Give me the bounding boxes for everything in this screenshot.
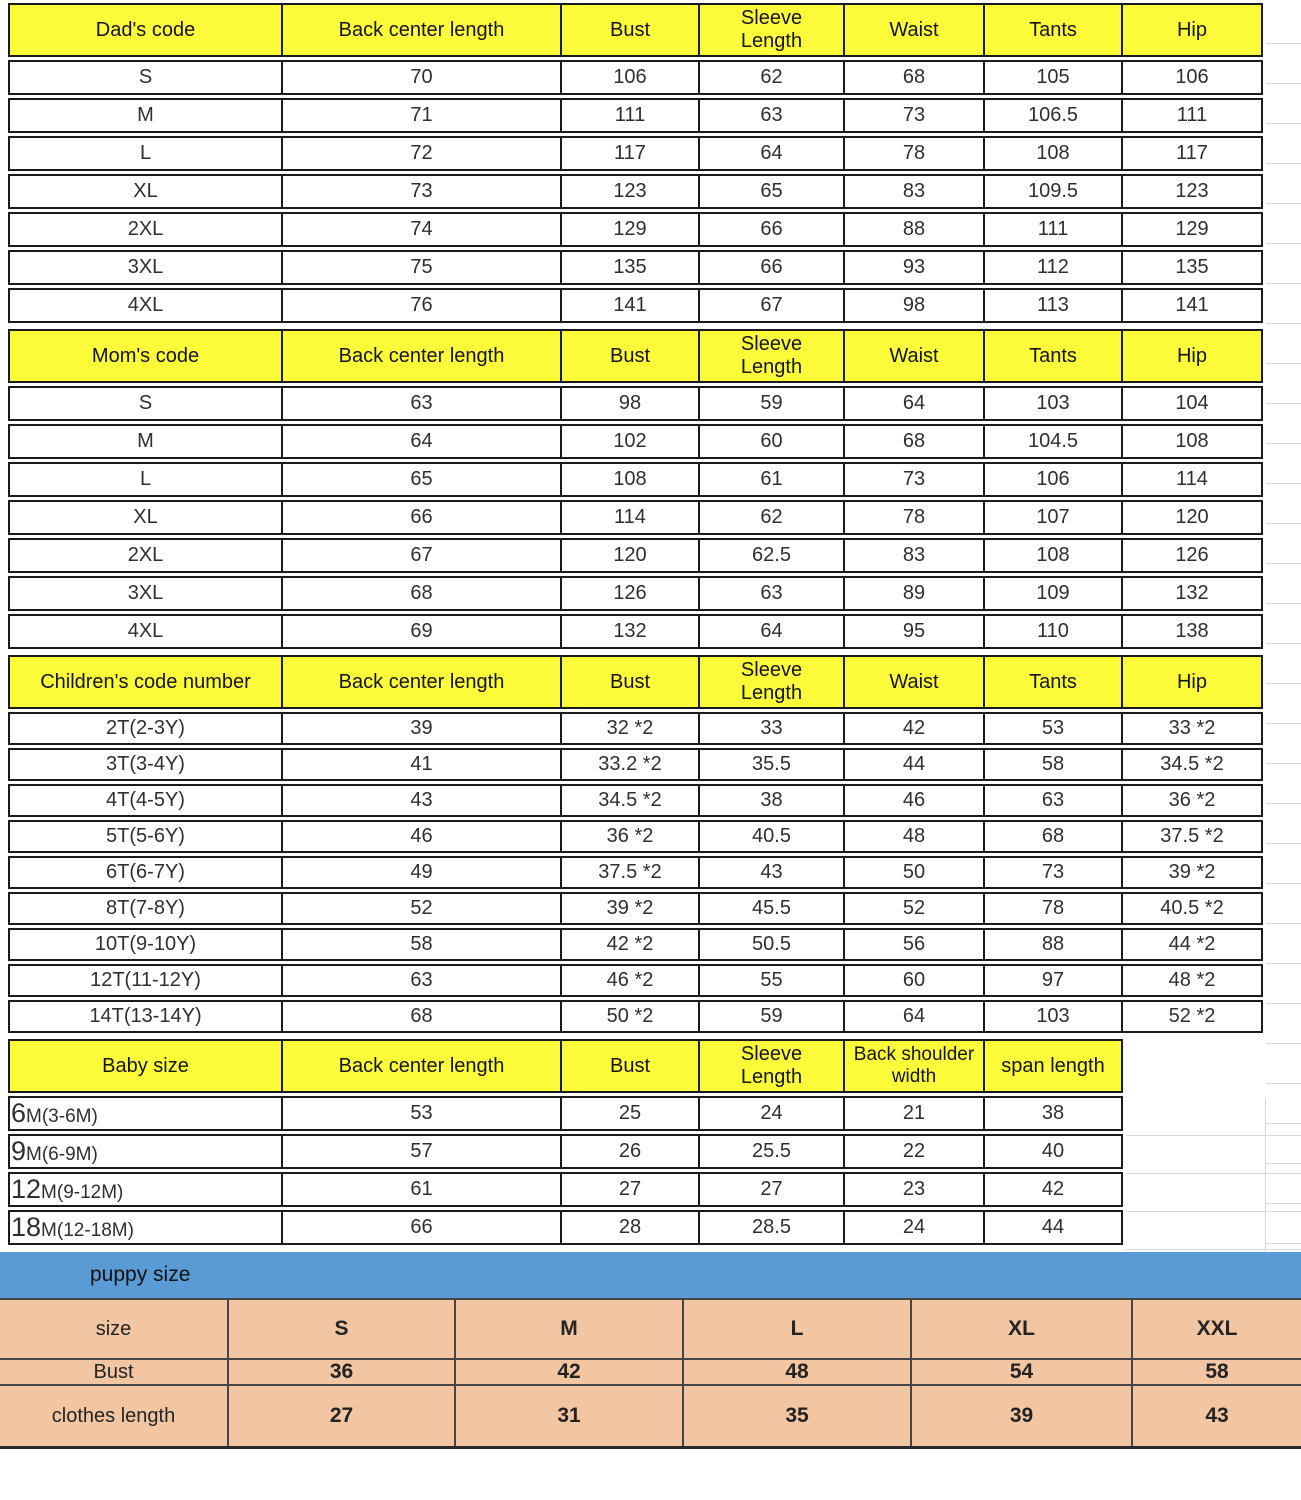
value-cell: 35.5	[700, 748, 845, 781]
value-cell: 71	[283, 98, 562, 133]
column-header: Hip	[1123, 655, 1263, 709]
value-cell: 132	[562, 614, 700, 649]
table-row	[8, 928, 1263, 961]
row-label-cell: XL	[8, 500, 283, 535]
value-cell: 38	[700, 784, 845, 817]
value-cell: 123	[1123, 174, 1263, 209]
row-label-cell: size	[0, 1299, 228, 1359]
row-label-cell: 10T(9-10Y)	[8, 928, 283, 961]
table-row	[8, 60, 1263, 95]
value-cell: 45.5	[700, 892, 845, 925]
row-label-cell: 6M(3-6M)	[8, 1096, 283, 1131]
table-row	[8, 820, 1263, 853]
value-cell: 67	[283, 538, 562, 573]
value-cell: 112	[985, 250, 1123, 285]
value-cell: 123	[562, 174, 700, 209]
column-header: Back center length	[283, 1039, 562, 1093]
value-cell: 42	[985, 1172, 1123, 1207]
value-cell: 70	[283, 60, 562, 95]
row-label-cell: 2XL	[8, 212, 283, 247]
table-row	[8, 856, 1263, 889]
table-row	[8, 1172, 1123, 1207]
value-cell: 64	[700, 614, 845, 649]
column-header: Back center length	[283, 655, 562, 709]
value-cell: 114	[562, 500, 700, 535]
puppy-size-table	[0, 1298, 1301, 1449]
row-label-cell: 2T(2-3Y)	[8, 712, 283, 745]
value-cell: 28	[562, 1210, 700, 1245]
row-label-cell: 18M(12-18M)	[8, 1210, 283, 1245]
value-cell: 106	[1123, 60, 1263, 95]
value-cell: 111	[985, 212, 1123, 247]
value-cell: 46	[845, 784, 985, 817]
value-cell: 42	[845, 712, 985, 745]
value-cell: 88	[845, 212, 985, 247]
value-cell: 36 *2	[1123, 784, 1263, 817]
column-header: span length	[985, 1039, 1123, 1093]
value-cell: L	[683, 1299, 911, 1359]
value-cell: 33	[700, 712, 845, 745]
value-cell: 83	[845, 538, 985, 573]
row-label-cell: 3T(3-4Y)	[8, 748, 283, 781]
value-cell: 25.5	[700, 1134, 845, 1169]
value-cell: XXL	[1132, 1299, 1301, 1359]
value-cell: 50	[845, 856, 985, 889]
value-cell: 58	[1132, 1359, 1301, 1385]
value-cell: 126	[1123, 538, 1263, 573]
value-cell: 141	[1123, 288, 1263, 323]
row-label-cell: 6T(6-7Y)	[8, 856, 283, 889]
column-header: Hip	[1123, 329, 1263, 383]
row-label-cell: 4XL	[8, 614, 283, 649]
spreadsheet-gridlines-right	[1266, 4, 1301, 1254]
row-label-cell: 12M(9-12M)	[8, 1172, 283, 1207]
dad-size-table	[8, 0, 1263, 326]
value-cell: 78	[845, 136, 985, 171]
value-cell: 36	[228, 1359, 455, 1385]
row-label-cell: S	[8, 60, 283, 95]
table-row	[0, 1299, 1301, 1359]
row-label-cell: S	[8, 386, 283, 421]
value-cell: 27	[700, 1172, 845, 1207]
column-header: Tants	[985, 655, 1123, 709]
value-cell: 72	[283, 136, 562, 171]
row-label-cell: M	[8, 424, 283, 459]
value-cell: 58	[283, 928, 562, 961]
baby-size-table	[8, 1036, 1123, 1248]
value-cell: 60	[845, 964, 985, 997]
column-header: Sleeve Length	[700, 655, 845, 709]
value-cell: 40.5	[700, 820, 845, 853]
table-row	[8, 250, 1263, 285]
value-cell: 65	[700, 174, 845, 209]
row-label-cell: Bust	[0, 1359, 228, 1385]
value-cell: 106	[985, 462, 1123, 497]
row-label-cell: 14T(13-14Y)	[8, 1000, 283, 1033]
row-label-cell: 4XL	[8, 288, 283, 323]
value-cell: 59	[700, 386, 845, 421]
value-cell: 98	[562, 386, 700, 421]
value-cell: 37.5 *2	[562, 856, 700, 889]
value-cell: 49	[283, 856, 562, 889]
value-cell: 64	[283, 424, 562, 459]
column-header: Bust	[562, 3, 700, 57]
column-header: Waist	[845, 329, 985, 383]
value-cell: 132	[1123, 576, 1263, 611]
value-cell: 74	[283, 212, 562, 247]
value-cell: 62.5	[700, 538, 845, 573]
value-cell: 73	[283, 174, 562, 209]
value-cell: M	[455, 1299, 683, 1359]
value-cell: 111	[1123, 98, 1263, 133]
value-cell: 40.5 *2	[1123, 892, 1263, 925]
table-row	[8, 784, 1263, 817]
value-cell: 107	[985, 500, 1123, 535]
table-row	[8, 1210, 1123, 1245]
spreadsheet-gridlines-baby	[1126, 1098, 1301, 1254]
table-row	[8, 964, 1263, 997]
column-header: Waist	[845, 3, 985, 57]
value-cell: 38	[985, 1096, 1123, 1131]
column-header: Sleeve Length	[700, 3, 845, 57]
column-header: Sleeve Length	[700, 329, 845, 383]
value-cell: 41	[283, 748, 562, 781]
column-header: Children's code number	[8, 655, 283, 709]
row-label-cell: 8T(7-8Y)	[8, 892, 283, 925]
value-cell: 31	[455, 1385, 683, 1448]
value-cell: 108	[985, 136, 1123, 171]
value-cell: 138	[1123, 614, 1263, 649]
value-cell: 43	[1132, 1385, 1301, 1448]
column-header: Back shoulder width	[845, 1039, 985, 1093]
value-cell: 97	[985, 964, 1123, 997]
value-cell: 52	[283, 892, 562, 925]
value-cell: 68	[845, 60, 985, 95]
value-cell: 25	[562, 1096, 700, 1131]
puppy-size-bar	[0, 1252, 1301, 1298]
row-label-cell: 12T(11-12Y)	[8, 964, 283, 997]
value-cell: 39	[911, 1385, 1132, 1448]
value-cell: 108	[985, 538, 1123, 573]
column-header: Hip	[1123, 3, 1263, 57]
value-cell: 58	[985, 748, 1123, 781]
value-cell: 103	[985, 1000, 1123, 1033]
row-label-cell: L	[8, 462, 283, 497]
value-cell: 66	[283, 1210, 562, 1245]
value-cell: 34.5 *2	[562, 784, 700, 817]
value-cell: 24	[700, 1096, 845, 1131]
table-row	[8, 892, 1263, 925]
table-row	[8, 538, 1263, 573]
value-cell: 110	[985, 614, 1123, 649]
value-cell: 135	[562, 250, 700, 285]
column-header: Waist	[845, 655, 985, 709]
value-cell: 39	[283, 712, 562, 745]
value-cell: 67	[700, 288, 845, 323]
value-cell: 104.5	[985, 424, 1123, 459]
value-cell: 89	[845, 576, 985, 611]
table-row	[8, 614, 1263, 649]
value-cell: 68	[283, 576, 562, 611]
value-cell: 109	[985, 576, 1123, 611]
value-cell: 23	[845, 1172, 985, 1207]
value-cell: 26	[562, 1134, 700, 1169]
value-cell: XL	[911, 1299, 1132, 1359]
value-cell: 55	[700, 964, 845, 997]
table-row	[8, 576, 1263, 611]
value-cell: 66	[283, 500, 562, 535]
value-cell: 65	[283, 462, 562, 497]
value-cell: 44 *2	[1123, 928, 1263, 961]
column-header: Bust	[562, 655, 700, 709]
value-cell: 61	[700, 462, 845, 497]
value-cell: 63	[283, 386, 562, 421]
value-cell: 135	[1123, 250, 1263, 285]
value-cell: 73	[845, 462, 985, 497]
value-cell: 66	[700, 212, 845, 247]
value-cell: 129	[562, 212, 700, 247]
table-row	[8, 1134, 1123, 1169]
value-cell: 32 *2	[562, 712, 700, 745]
value-cell: 141	[562, 288, 700, 323]
value-cell: 106.5	[985, 98, 1123, 133]
value-cell: 50.5	[700, 928, 845, 961]
value-cell: 75	[283, 250, 562, 285]
value-cell: 63	[700, 98, 845, 133]
value-cell: 64	[845, 386, 985, 421]
column-header: Baby size	[8, 1039, 283, 1093]
row-label-cell: clothes length	[0, 1385, 228, 1448]
row-label-cell: 9M(6-9M)	[8, 1134, 283, 1169]
value-cell: 105	[985, 60, 1123, 95]
value-cell: 62	[700, 60, 845, 95]
value-cell: 52	[845, 892, 985, 925]
value-cell: 54	[911, 1359, 1132, 1385]
value-cell: 113	[985, 288, 1123, 323]
value-cell: 59	[700, 1000, 845, 1033]
value-cell: 95	[845, 614, 985, 649]
value-cell: 50 *2	[562, 1000, 700, 1033]
value-cell: 66	[700, 250, 845, 285]
table-row	[0, 1359, 1301, 1385]
value-cell: 76	[283, 288, 562, 323]
table-row	[8, 424, 1263, 459]
value-cell: 42	[455, 1359, 683, 1385]
mom-size-table	[8, 326, 1263, 652]
column-header: Tants	[985, 3, 1123, 57]
value-cell: 68	[845, 424, 985, 459]
column-header: Back center length	[283, 329, 562, 383]
row-label-cell: 2XL	[8, 538, 283, 573]
value-cell: 36 *2	[562, 820, 700, 853]
value-cell: 44	[845, 748, 985, 781]
value-cell: 88	[985, 928, 1123, 961]
value-cell: 46 *2	[562, 964, 700, 997]
table-row	[8, 1000, 1263, 1033]
table-row	[8, 500, 1263, 535]
value-cell: 37.5 *2	[1123, 820, 1263, 853]
value-cell: 68	[985, 820, 1123, 853]
value-cell: 52 *2	[1123, 1000, 1263, 1033]
value-cell: 68	[283, 1000, 562, 1033]
column-header: Mom's code	[8, 329, 283, 383]
value-cell: 22	[845, 1134, 985, 1169]
value-cell: 129	[1123, 212, 1263, 247]
value-cell: 42 *2	[562, 928, 700, 961]
value-cell: 69	[283, 614, 562, 649]
value-cell: 33.2 *2	[562, 748, 700, 781]
value-cell: 60	[700, 424, 845, 459]
row-label-cell: 4T(4-5Y)	[8, 784, 283, 817]
value-cell: 33 *2	[1123, 712, 1263, 745]
row-label-cell: 3XL	[8, 576, 283, 611]
value-cell: 46	[283, 820, 562, 853]
column-header: Tants	[985, 329, 1123, 383]
value-cell: 108	[562, 462, 700, 497]
value-cell: 61	[283, 1172, 562, 1207]
value-cell: 114	[1123, 462, 1263, 497]
value-cell: 56	[845, 928, 985, 961]
column-header: Bust	[562, 1039, 700, 1093]
value-cell: 24	[845, 1210, 985, 1245]
table-row	[8, 136, 1263, 171]
children-size-table	[8, 652, 1263, 1036]
row-label-cell: XL	[8, 174, 283, 209]
value-cell: 104	[1123, 386, 1263, 421]
value-cell: 111	[562, 98, 700, 133]
value-cell: 53	[985, 712, 1123, 745]
value-cell: 48	[683, 1359, 911, 1385]
row-label-cell: M	[8, 98, 283, 133]
table-row	[0, 1385, 1301, 1448]
value-cell: 43	[700, 856, 845, 889]
value-cell: 44	[985, 1210, 1123, 1245]
value-cell: 39 *2	[1123, 856, 1263, 889]
value-cell: 93	[845, 250, 985, 285]
value-cell: 108	[1123, 424, 1263, 459]
value-cell: 98	[845, 288, 985, 323]
value-cell: 103	[985, 386, 1123, 421]
value-cell: 109.5	[985, 174, 1123, 209]
value-cell: 78	[985, 892, 1123, 925]
value-cell: 120	[562, 538, 700, 573]
table-row	[8, 174, 1263, 209]
value-cell: 117	[562, 136, 700, 171]
value-cell: 43	[283, 784, 562, 817]
table-row	[8, 288, 1263, 323]
value-cell: 63	[700, 576, 845, 611]
value-cell: 53	[283, 1096, 562, 1131]
value-cell: 78	[845, 500, 985, 535]
table-row	[8, 386, 1263, 421]
value-cell: 63	[283, 964, 562, 997]
value-cell: 106	[562, 60, 700, 95]
table-row	[8, 748, 1263, 781]
value-cell: 48 *2	[1123, 964, 1263, 997]
column-header: Back center length	[283, 3, 562, 57]
value-cell: 35	[683, 1385, 911, 1448]
value-cell: 64	[700, 136, 845, 171]
row-label-cell: 5T(5-6Y)	[8, 820, 283, 853]
value-cell: 64	[845, 1000, 985, 1033]
table-row	[8, 462, 1263, 497]
table-row	[8, 212, 1263, 247]
value-cell: S	[228, 1299, 455, 1359]
value-cell: 40	[985, 1134, 1123, 1169]
value-cell: 27	[562, 1172, 700, 1207]
value-cell: 27	[228, 1385, 455, 1448]
column-header: Dad's code	[8, 3, 283, 57]
table-row	[8, 712, 1263, 745]
value-cell: 57	[283, 1134, 562, 1169]
value-cell: 126	[562, 576, 700, 611]
value-cell: 63	[985, 784, 1123, 817]
value-cell: 28.5	[700, 1210, 845, 1245]
value-cell: 21	[845, 1096, 985, 1131]
value-cell: 83	[845, 174, 985, 209]
table-row	[8, 98, 1263, 133]
value-cell: 117	[1123, 136, 1263, 171]
value-cell: 39 *2	[562, 892, 700, 925]
value-cell: 73	[985, 856, 1123, 889]
table-row	[8, 1096, 1123, 1131]
column-header: Sleeve Length	[700, 1039, 845, 1093]
value-cell: 102	[562, 424, 700, 459]
value-cell: 48	[845, 820, 985, 853]
column-header: Bust	[562, 329, 700, 383]
row-label-cell: L	[8, 136, 283, 171]
value-cell: 62	[700, 500, 845, 535]
row-label-cell: 3XL	[8, 250, 283, 285]
value-cell: 73	[845, 98, 985, 133]
value-cell: 34.5 *2	[1123, 748, 1263, 781]
puppy-size-bar-label: puppy size	[90, 1263, 191, 1286]
value-cell: 120	[1123, 500, 1263, 535]
